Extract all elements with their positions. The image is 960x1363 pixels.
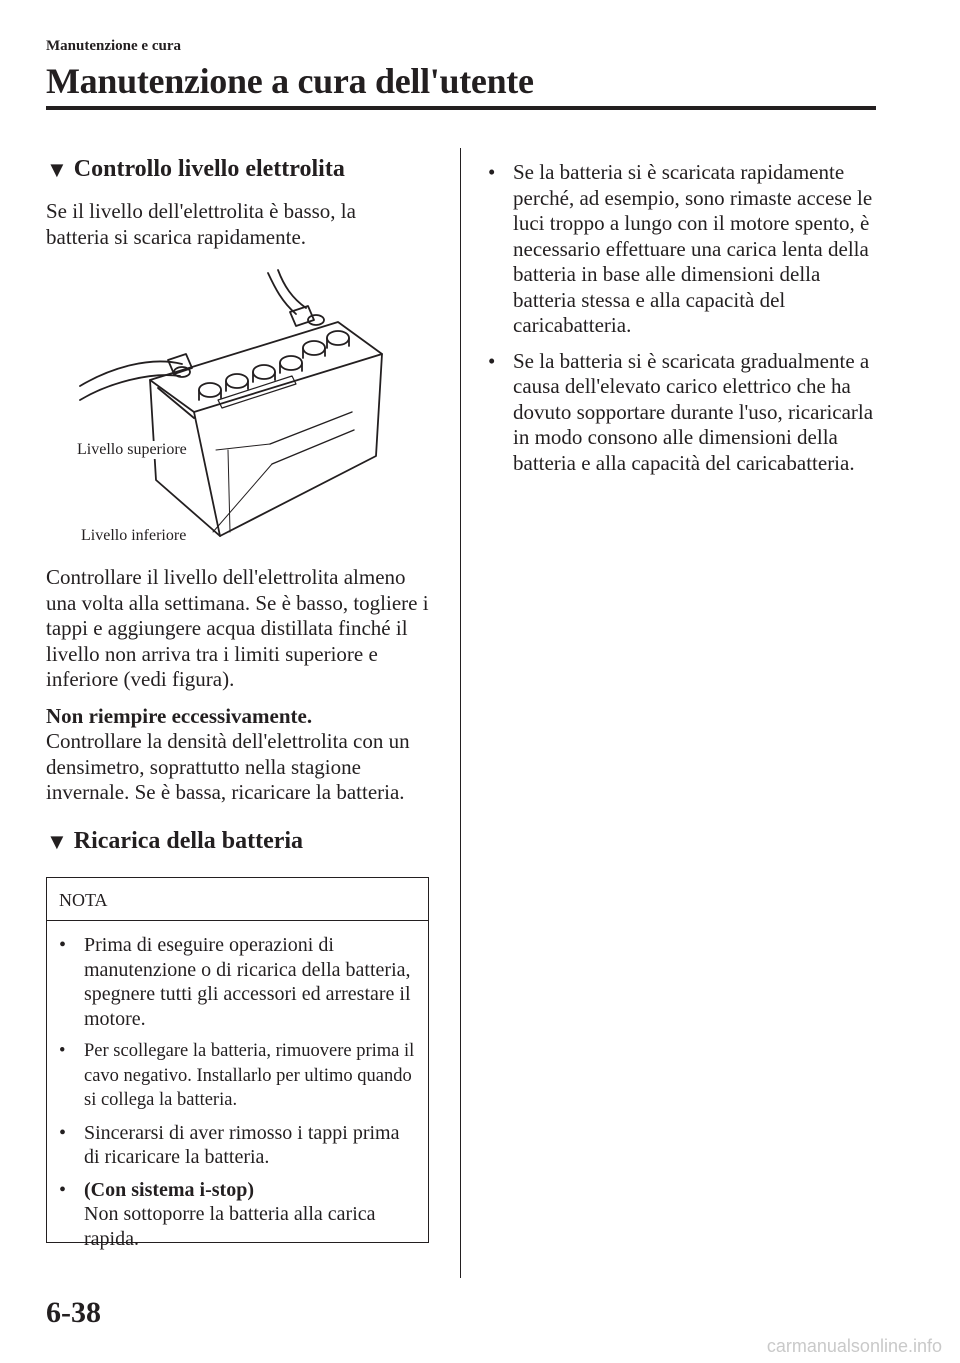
- bullet-icon: •: [488, 348, 496, 373]
- heading-text: Controllo livello elettrolita: [73, 156, 345, 182]
- note-item: [59, 1039, 419, 1113]
- battery-figure: [70, 268, 400, 553]
- list-item: [488, 160, 888, 339]
- section-label: Manutenzione e cura: [46, 38, 181, 54]
- list-item-text: Se la batteria si è scaricata rapidamente perché, ad esempio, sono rimaste accese le luci troppo a lungo con il motore spento, è necessario effettuare una carica lenta della batteria in base alle dimensioni della batteria stessa e alla capacità del caricabatteria.: [513, 160, 873, 337]
- note-item-text: Non sottoporre la batteria alla carica rapida.: [84, 1203, 376, 1250]
- paragraph-check-level: Controllare il livello dell'elettrolita almeno una volta alla settimana. Se è basso, togliere i tappi e aggiungere acqua distillata finché il livello non arriva tra i limiti superiore e inferiore (vedi figura).: [46, 565, 429, 691]
- triangle-down-icon: ▼: [46, 828, 68, 854]
- note-item-text: Per scollegare la batteria, rimuovere prima il cavo negativo. Installarlo per ultimo quando si collega la batteria.: [84, 1041, 415, 1110]
- label-upper-level: Livello superiore: [77, 441, 187, 458]
- column-divider: [460, 148, 461, 1278]
- title-rule: [46, 106, 876, 110]
- bullet-icon: •: [488, 160, 496, 184]
- note-item-text: Sincerarsi di aver rimosso i tappi prima di ricaricare la batteria.: [84, 1121, 400, 1168]
- page-number: 6-38: [46, 1296, 101, 1329]
- note-item: [59, 1178, 419, 1252]
- list-item: [488, 349, 888, 477]
- warning-text: Non riempire eccessivamente.: [46, 704, 313, 728]
- heading-battery-charge: [46, 828, 303, 855]
- heading-electrolyte-check: [46, 156, 345, 183]
- label-lower-level: Livello inferiore: [81, 527, 187, 544]
- intro-paragraph: Se il livello dell'elettrolita è basso, la batteria si scarica rapidamente.: [46, 199, 356, 249]
- note-item-title: (Con sistema i-stop): [84, 1178, 254, 1201]
- heading-text: Ricarica della batteria: [73, 828, 304, 854]
- right-column-list: [488, 160, 888, 486]
- note-list: [59, 933, 419, 1259]
- watermark: carmanualsonline.info: [766, 1336, 942, 1356]
- note-item: [59, 1121, 419, 1170]
- bullet-icon: •: [59, 1121, 67, 1144]
- paragraph-density: Controllare la densità dell'elettrolita con un densimetro, soprattutto nella stagione invernale. Se è bassa, ricaricare la batteria.: [46, 729, 410, 804]
- note-item: [59, 933, 419, 1031]
- bullet-icon: •: [59, 1041, 66, 1061]
- battery-illustration: [70, 268, 400, 553]
- list-item-text: Se la batteria si è scaricata gradualmente a causa dell'elevato carico elettrico che ha dovuto sopportare durante l'uso, ricaricarla in modo consono alle dimensioni della batteria e alla capacità del caricabatteria.: [513, 348, 874, 475]
- triangle-down-icon: ▼: [46, 156, 68, 182]
- note-divider: [47, 920, 428, 921]
- note-item-text: Prima di eseguire operazioni di manutenzione o di ricarica della batteria, spegnere tutti gli accessori ed arrestare il motore.: [84, 934, 411, 1030]
- bullet-icon: •: [59, 934, 67, 956]
- note-box: [46, 877, 429, 1250]
- note-title: NOTA: [59, 890, 108, 910]
- page-title: Manutenzione a cura dell'utente: [46, 61, 534, 101]
- bullet-icon: •: [59, 1178, 67, 1201]
